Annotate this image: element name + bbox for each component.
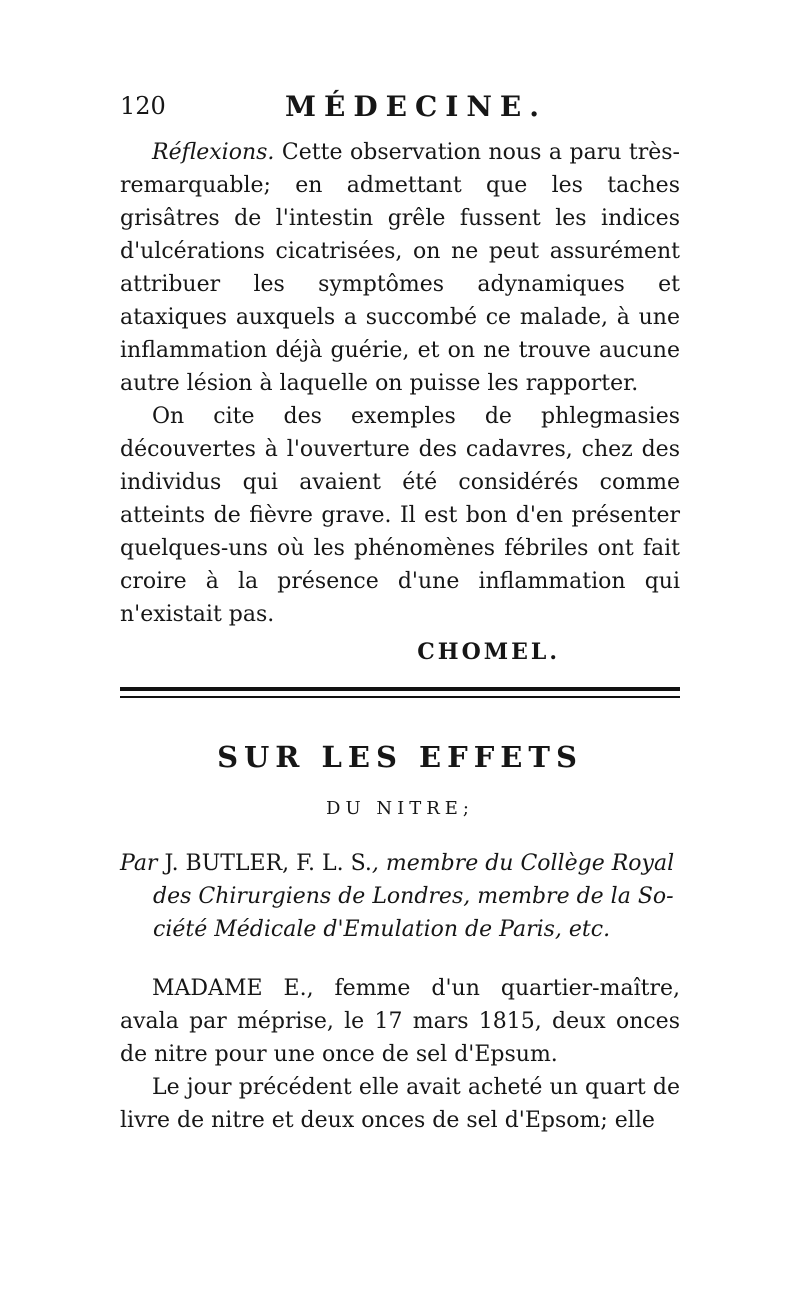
byline-line-1 <box>120 847 680 880</box>
divider-thin-rule <box>120 696 680 698</box>
reflexions-paragraph <box>120 136 680 400</box>
page-number: 120 <box>120 92 166 120</box>
byline-author: J. BUTLER, F. L. S. <box>164 851 372 876</box>
section-divider <box>120 687 680 698</box>
reflexions-text: Cette observation nous a paru très-remarquable; en admettant que les taches grisâtres de l'intestin grêle fussent les indices d'ulcérations cicatrisées, on ne peut assurément attribuer les symptômes adynamiques et ataxiques auxquels a succombé ce malade, à une inflammation déjà guérie, et on ne trouve aucune autre lésion à laquelle on puisse les rapporter. <box>120 140 680 396</box>
section-subtitle: DU NITRE; <box>326 798 474 819</box>
body-paragraph-2: On cite des exemples de phlegmasies découvertes à l'ouverture des cadavres, chez des individus qui avaient été considérés comme atteints de fièvre grave. Il est bon d'en présenter quelques-uns où les phénomènes fébriles ont fait croire à la présence d'une inflammation qui n'existait pas. <box>120 404 680 627</box>
divider-thick-rule <box>120 687 680 691</box>
paragraph-3-text: , femme d'un quartier-maître, avala par méprise, le 17 mars 1815, deux onces de nitre pour une once de sel d'Epsum. <box>120 976 680 1067</box>
article-byline <box>120 847 680 946</box>
book-page <box>120 90 680 1137</box>
body-paragraph-3 <box>120 972 680 1071</box>
page-header <box>120 90 680 136</box>
reflexions-lead: Réflexions. <box>152 140 275 165</box>
running-title: MÉDECINE. <box>285 90 548 123</box>
body-paragraph-4: Le jour précédent elle avait acheté un quart de livre de nitre et deux onces de sel d'Epsom; elle <box>120 1075 680 1133</box>
section-title: SUR LES EFFETS <box>217 740 583 774</box>
byline-line-3: ciété Médicale d'Emulation de Paris, etc. <box>153 917 611 942</box>
paragraph-3-lead: MADAME E. <box>152 976 307 1001</box>
byline-line1-rest: , membre du Collège Royal <box>371 851 675 876</box>
byline-prefix: Par <box>120 851 165 876</box>
author-signature: CHOMEL. <box>417 639 560 665</box>
byline-line-2: des Chirurgiens de Londres, membre de la So- <box>153 884 674 909</box>
